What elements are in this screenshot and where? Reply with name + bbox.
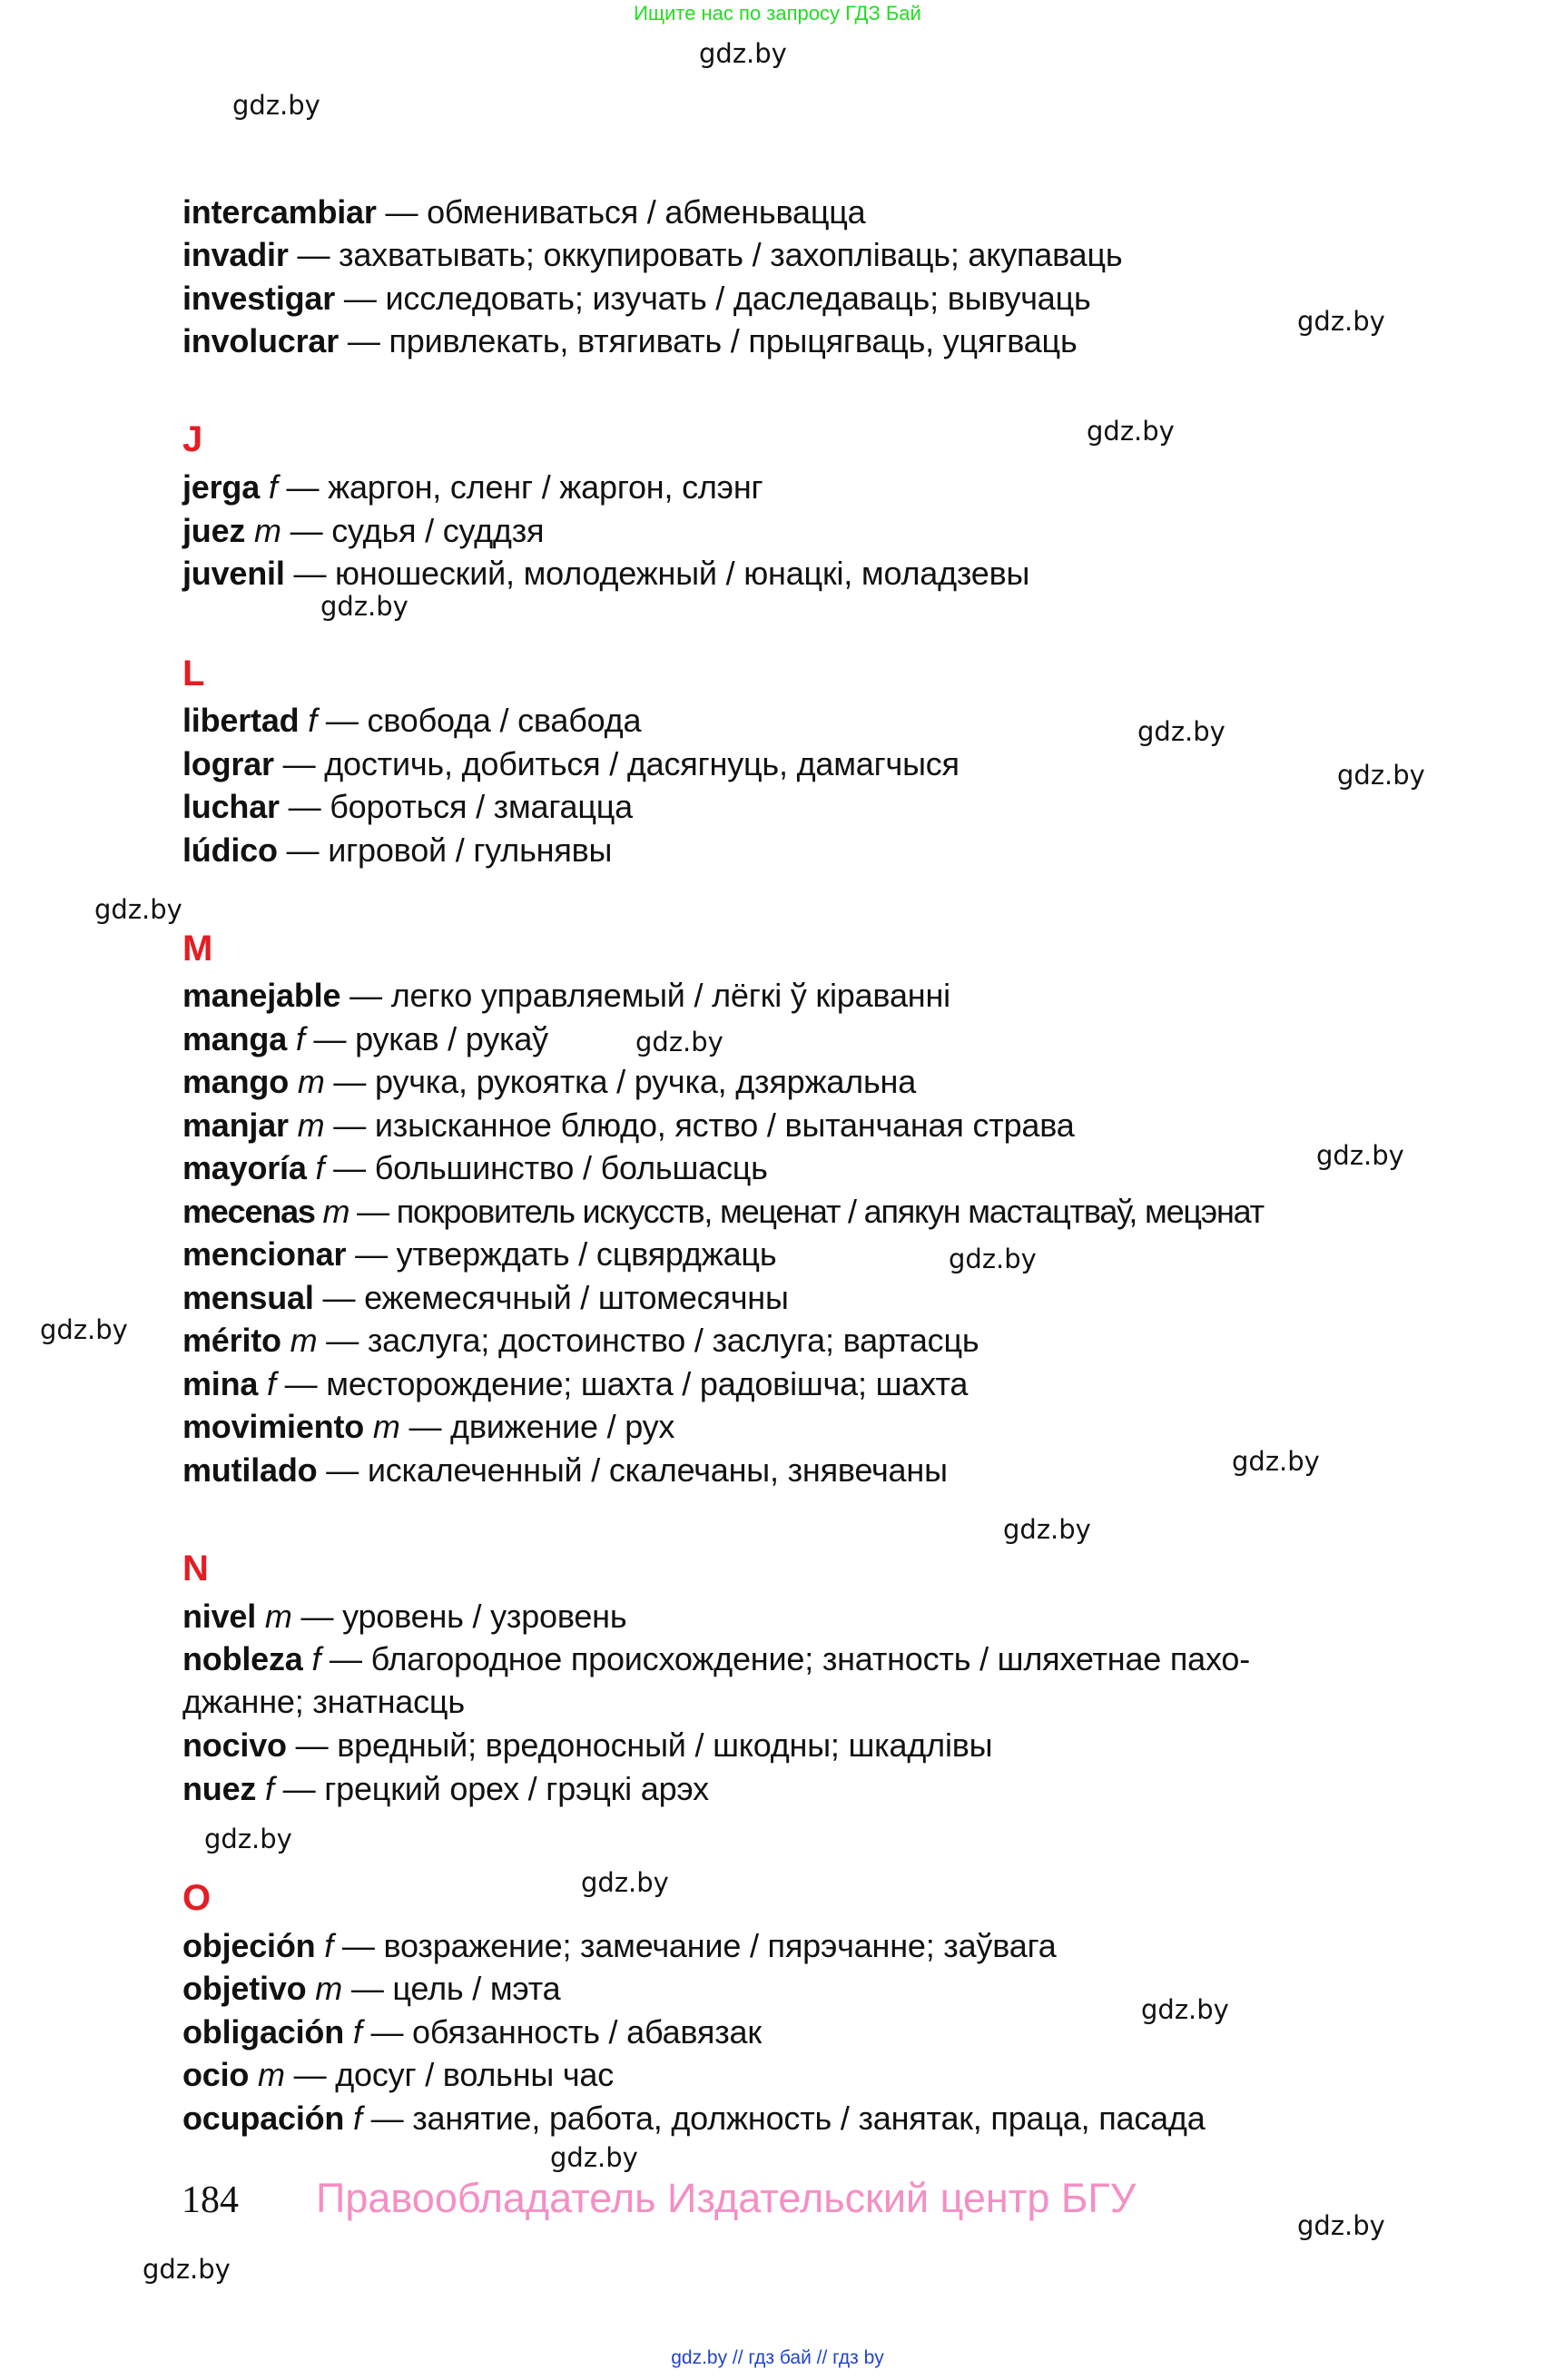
translation: утверждать / сцвярджаць bbox=[396, 1235, 777, 1273]
headword: movimiento bbox=[182, 1408, 365, 1445]
headword: nocivo bbox=[182, 1726, 287, 1764]
headword: objetivo bbox=[182, 1970, 307, 2007]
dictionary-entry: manga f — рукав / рукаў bbox=[182, 1020, 548, 1057]
watermark-gdz: gdz.by bbox=[1137, 716, 1225, 747]
watermark-gdz: gdz.by bbox=[1297, 2210, 1385, 2241]
translation: искалеченный / скалечаны, знявечаны bbox=[367, 1451, 948, 1489]
headword: objeción bbox=[182, 1927, 316, 1964]
gender-marker: f bbox=[267, 1365, 276, 1402]
dictionary-entry: involucrar — привлекать, втягивать / прыцягваць, уцягваць bbox=[182, 322, 1078, 359]
translation: цель / мэта bbox=[392, 1970, 561, 2007]
watermark-gdz: gdz.by bbox=[1141, 1994, 1229, 2025]
dictionary-entry: mayoría f — большинство / большасць bbox=[182, 1149, 768, 1186]
translation: бороться / змагацца bbox=[330, 788, 633, 825]
gender-marker: f bbox=[324, 1927, 334, 1964]
dictionary-entry: nocivo — вредный; вредоносный / шкодны; шкадлівы bbox=[182, 1726, 993, 1764]
gender-marker: f bbox=[295, 1020, 305, 1057]
translation: возражение; замечание / пярэчанне; заўвага bbox=[383, 1927, 1057, 1964]
translation: благородное происхождение; знатность / шляхетнае пахо- bbox=[370, 1640, 1251, 1677]
gender-marker: m bbox=[290, 1322, 318, 1359]
copyright-notice: Правообладатель Издательский центр БГУ bbox=[316, 2175, 1137, 2221]
watermark-gdz: gdz.by bbox=[1232, 1446, 1320, 1477]
section-letter: J bbox=[182, 419, 203, 459]
gender-marker: f bbox=[265, 1770, 274, 1807]
gender-marker: f bbox=[352, 2013, 362, 2051]
translation: вредный; вредоносный / шкодны; шкадлівы bbox=[337, 1726, 993, 1764]
translation: игровой / гульнявы bbox=[328, 831, 613, 869]
translation: досуг / вольны час bbox=[335, 2056, 615, 2093]
dictionary-entry: mensual — ежемесячный / штомесячны bbox=[182, 1279, 789, 1316]
headword: mencionar bbox=[182, 1235, 347, 1273]
translation: свобода / свабода bbox=[367, 702, 642, 739]
page-number: 184 bbox=[182, 2179, 239, 2221]
gender-marker: f bbox=[315, 1149, 325, 1186]
translation: привлекать, втягивать / прыцягваць, уцягваць bbox=[389, 322, 1078, 359]
section-letter: O bbox=[182, 1878, 212, 1918]
dictionary-entry: jerga f — жаргон, сленг / жаргон, слэнг bbox=[182, 468, 763, 506]
dictionary-entry: obligación f — обязанность / абавязак bbox=[182, 2013, 762, 2051]
dictionary-entry: lúdico — игровой / гульнявы bbox=[182, 831, 613, 869]
watermark-gdz: gdz.by bbox=[320, 591, 408, 622]
gender-marker: f bbox=[268, 468, 278, 506]
search-banner[interactable]: Ищите нас по запросу ГДЗ Бай bbox=[634, 2, 921, 25]
translation: ручка, рукоятка / ручка, дзяржальна bbox=[375, 1063, 917, 1100]
watermark-gdz: gdz.by bbox=[1297, 306, 1385, 337]
translation: обмениваться / абменьвацца bbox=[427, 193, 866, 231]
dictionary-entry: ocupación f — занятие, работа, должность / занятак, праца, пасада bbox=[182, 2100, 1206, 2137]
dictionary-entry: nobleza f — благородное происхождение; знатность / шляхетнае пахо- bbox=[182, 1640, 1251, 1677]
headword: mecenas bbox=[182, 1193, 315, 1230]
translation: ежемесячный / штомесячны bbox=[364, 1279, 789, 1316]
translation: покровитель искусств, меценат / апякун мастацтваў, мецэнат bbox=[396, 1193, 1264, 1230]
headword: mango bbox=[182, 1063, 290, 1100]
watermark-gdz: gdz.by bbox=[204, 1824, 292, 1854]
dictionary-entry: libertad f — свобода / свабода bbox=[182, 702, 642, 739]
headword: obligación bbox=[182, 2013, 345, 2051]
dictionary-entry: juez m — судья / суддзя bbox=[182, 512, 545, 549]
headword: mayoría bbox=[182, 1149, 307, 1186]
dictionary-entry: mutilado — искалеченный / скалечаны, знявечаны bbox=[182, 1451, 948, 1489]
headword: nuez bbox=[182, 1770, 257, 1807]
headword: libertad bbox=[182, 702, 300, 739]
translation: жаргон, сленг / жаргон, слэнг bbox=[328, 468, 763, 506]
headword: invadir bbox=[182, 236, 289, 273]
dictionary-entry: mango m — ручка, рукоятка / ручка, дзяржальна bbox=[182, 1063, 917, 1100]
headword: manejable bbox=[182, 977, 341, 1014]
watermark-gdz: gdz.by bbox=[40, 1314, 128, 1345]
dictionary-entry: mina f — месторождение; шахта / радовішча; шахта bbox=[182, 1365, 969, 1402]
dictionary-entry: mérito m — заслуга; достоинство / заслуга; вартасць bbox=[182, 1322, 979, 1359]
headword: manjar bbox=[182, 1106, 289, 1144]
headword: investigar bbox=[182, 280, 336, 317]
translation: исследовать; изучать / даследаваць; вывучаць bbox=[385, 280, 1091, 317]
translation: судья / суддзя bbox=[331, 512, 545, 549]
footer-links[interactable]: gdz.by // гдз бай // гдз by bbox=[671, 2347, 884, 2368]
dictionary-entry: nivel m — уровень / узровень bbox=[182, 1598, 627, 1635]
headword: mina bbox=[182, 1365, 259, 1402]
dictionary-entry: mencionar — утверждать / сцвярджаць bbox=[182, 1235, 777, 1273]
watermark-gdz: gdz.by bbox=[949, 1244, 1037, 1274]
headword: involucrar bbox=[182, 322, 340, 359]
dictionary-entry: objetivo m — цель / мэта bbox=[182, 1970, 561, 2007]
gender-marker: m bbox=[264, 1598, 292, 1635]
headword: mérito bbox=[182, 1322, 281, 1359]
translation: юношеский, молодежный / юнацкі, моладзевы bbox=[335, 555, 1030, 592]
translation: большинство / большасць bbox=[374, 1149, 768, 1186]
translation: грецкий орех / грэцкі арэх bbox=[324, 1770, 709, 1807]
headword: ocupación bbox=[182, 2100, 345, 2137]
gender-marker: m bbox=[315, 1970, 343, 2007]
headword: mensual bbox=[182, 1279, 314, 1316]
watermark-gdz: gdz.by bbox=[1337, 760, 1425, 791]
gender-marker: m bbox=[372, 1408, 400, 1445]
translation: заслуга; достоинство / заслуга; вартасць bbox=[367, 1322, 979, 1359]
dictionary-entry: nuez f — грецкий орех / грэцкі арэх bbox=[182, 1770, 709, 1807]
dictionary-entry: manjar m — изысканное блюдо, яство / вытанчаная страва bbox=[182, 1106, 1075, 1144]
headword: ocio bbox=[182, 2056, 250, 2093]
translation: изысканное блюдо, яство / вытанчаная страва bbox=[374, 1106, 1075, 1144]
translation: захватывать; оккупировать / захопліваць; акупаваць bbox=[339, 236, 1123, 273]
translation: обязанность / абавязак bbox=[412, 2013, 762, 2051]
watermark-gdz: gdz.by bbox=[699, 38, 787, 69]
gender-marker: f bbox=[353, 2100, 362, 2137]
headword: lúdico bbox=[182, 831, 278, 869]
translation: уровень / узровень bbox=[342, 1598, 627, 1635]
section-letter: L bbox=[182, 654, 205, 693]
gender-marker: m bbox=[254, 512, 281, 549]
headword: intercambiar bbox=[182, 193, 377, 231]
dictionary-entry: luchar — бороться / змагацца bbox=[182, 788, 633, 825]
headword: jerga bbox=[182, 468, 261, 506]
translation: рукав / рукаў bbox=[355, 1020, 548, 1057]
translation: легко управляемый / лёгкі ў кіраванні bbox=[390, 977, 950, 1014]
watermark-gdz: gdz.by bbox=[232, 90, 320, 121]
watermark-gdz: gdz.by bbox=[143, 2254, 231, 2285]
dictionary-entry: invadir — захватывать; оккупировать / захопліваць; акупаваць bbox=[182, 236, 1123, 273]
dictionary-entry: mecenas m — покровитель искусств, меценат / апякун мастацтваў, мецэнат bbox=[182, 1193, 1264, 1230]
gender-marker: f bbox=[311, 1640, 321, 1677]
watermark-gdz: gdz.by bbox=[94, 894, 182, 925]
watermark-gdz: gdz.by bbox=[1003, 1514, 1091, 1545]
translation-continuation: джанне; знатнасць bbox=[182, 1683, 465, 1720]
headword: nobleza bbox=[182, 1640, 303, 1677]
dictionary-entry: objeción f — возражение; замечание / пярэчанне; заўвага bbox=[182, 1927, 1057, 1964]
gender-marker: m bbox=[297, 1106, 325, 1144]
section-letter: M bbox=[182, 929, 213, 969]
dictionary-entry: lograr — достичь, добиться / дасягнуць, дамагчыся bbox=[182, 745, 960, 782]
gender-marker: f bbox=[308, 702, 318, 739]
gender-marker: m bbox=[322, 1193, 349, 1230]
translation: месторождение; шахта / радовішча; шахта bbox=[326, 1365, 969, 1402]
headword: lograr bbox=[182, 745, 274, 782]
headword: luchar bbox=[182, 788, 280, 825]
watermark-gdz: gdz.by bbox=[635, 1027, 723, 1057]
translation: занятие, работа, должность / занятак, праца, пасада bbox=[412, 2100, 1206, 2137]
headword: mutilado bbox=[182, 1451, 318, 1489]
watermark-gdz: gdz.by bbox=[550, 2142, 638, 2173]
watermark-gdz: gdz.by bbox=[581, 1867, 669, 1898]
gender-marker: m bbox=[258, 2056, 285, 2093]
headword: juez bbox=[182, 512, 246, 549]
headword: manga bbox=[182, 1020, 288, 1057]
watermark-gdz: gdz.by bbox=[1316, 1140, 1404, 1171]
translation: движение / рух bbox=[450, 1408, 675, 1445]
headword: nivel bbox=[182, 1598, 257, 1635]
dictionary-entry: juvenil — юношеский, молодежный / юнацкі, моладзевы bbox=[182, 555, 1030, 592]
dictionary-entry: manejable — легко управляемый / лёгкі ў кіраванні bbox=[182, 977, 950, 1014]
dictionary-entry: ocio m — досуг / вольны час bbox=[182, 2056, 615, 2093]
headword: juvenil bbox=[182, 555, 285, 592]
gender-marker: m bbox=[297, 1063, 325, 1100]
section-letter: N bbox=[182, 1549, 209, 1588]
dictionary-entry: movimiento m — движение / рух bbox=[182, 1408, 675, 1445]
dictionary-entry: investigar — исследовать; изучать / даследаваць; вывучаць bbox=[182, 280, 1091, 317]
translation: достичь, добиться / дасягнуць, дамагчыся bbox=[324, 745, 960, 782]
dictionary-entry: intercambiar — обмениваться / абменьвацца bbox=[182, 193, 866, 231]
watermark-gdz: gdz.by bbox=[1087, 416, 1175, 447]
